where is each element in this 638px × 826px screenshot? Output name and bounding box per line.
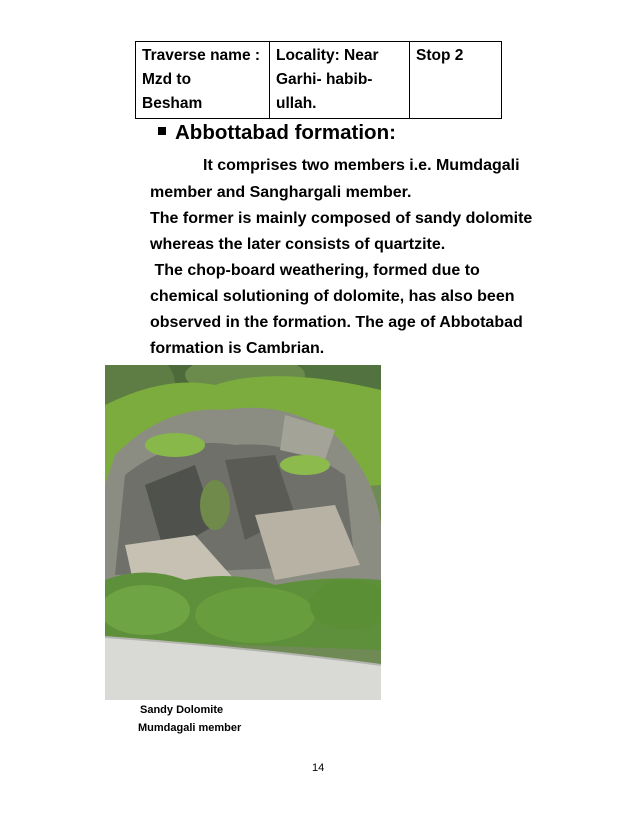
traverse-line: Besham [142,95,203,112]
page-number: 14 [312,762,325,774]
traverse-line: Mzd to [142,71,192,88]
section-title: Abbottabad formation: [175,121,396,144]
traverse-info-table [135,41,502,119]
stop-cell [410,42,502,119]
paragraph-line: The chop-board weathering, formed due to [150,262,480,279]
traverse-name-cell [136,42,270,119]
outcrop-photo [105,365,381,700]
paragraph-line: The former is mainly composed of sandy dolomite [150,210,533,227]
locality-line: Garhi- habib- [276,71,373,88]
locality-cell [270,42,410,119]
paragraph-line: chemical solutioning of dolomite, has also been [150,288,515,305]
traverse-line: Traverse name : [142,47,261,64]
square-bullet-icon [158,127,166,135]
stop-label: Stop 2 [416,47,464,64]
paragraph-line: formation is Cambrian. [150,340,325,357]
photo-caption-line: Sandy Dolomite [140,704,224,716]
locality-line: Locality: Near [276,47,379,64]
outcrop-photo-graphic [105,365,381,700]
paragraph-line: It comprises two members i.e. Mumdagali [203,157,520,174]
section-heading [158,121,396,145]
photo-caption-line: Mumdagali member [138,722,242,734]
paragraph-line: whereas the later consists of quartzite. [150,236,446,253]
locality-line: ullah. [276,95,317,112]
paragraph-line: observed in the formation. The age of Abbotabad [150,314,523,331]
paragraph-line: member and Sanghargali member. [150,184,412,201]
table-row [136,42,502,119]
